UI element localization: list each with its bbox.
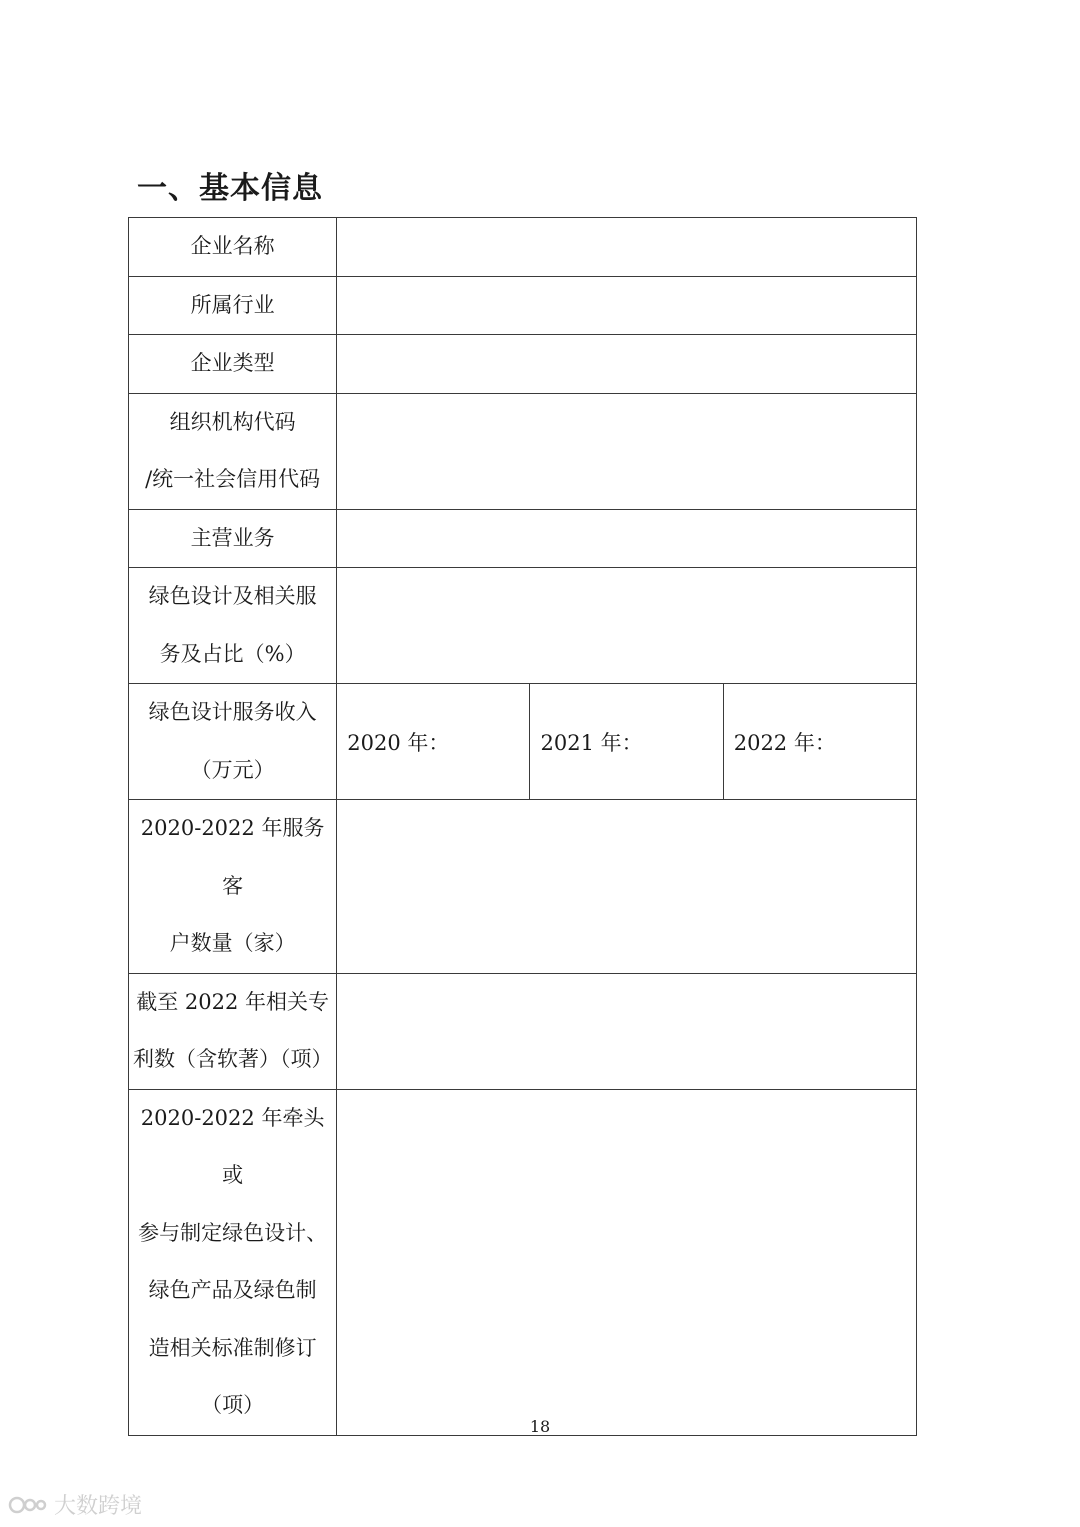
org-code-label: 组织机构代码 /统一社会信用代码: [129, 393, 337, 509]
revenue-2021-field[interactable]: [530, 684, 723, 800]
industry-field[interactable]: [337, 276, 917, 335]
table-row: [129, 568, 917, 684]
patents-label: 截至 2022 年相关专 利数（含软著）（项）: [129, 973, 337, 1089]
patents-field[interactable]: [337, 973, 917, 1089]
table-row: [129, 509, 917, 568]
page-number: 18: [529, 1417, 551, 1436]
brand-logo-icon: [8, 1493, 48, 1517]
table-row: [129, 393, 917, 509]
watermark: [8, 1489, 142, 1520]
basic-info-table: [128, 217, 917, 1436]
green-share-field[interactable]: [337, 568, 917, 684]
section-title: 一、基本信息: [137, 171, 323, 206]
watermark-text: 大数跨境: [54, 1494, 143, 1519]
table-row: [129, 684, 917, 800]
company-type-field[interactable]: [337, 335, 917, 394]
industry-label: 所属行业: [129, 276, 337, 335]
company-name-field[interactable]: [337, 218, 917, 277]
table-row: [129, 218, 917, 277]
table-row: [129, 1089, 917, 1435]
revenue-label: 绿色设计服务收入 （万元）: [129, 684, 337, 800]
clients-label: 2020-2022 年服务客 户数量（家）: [129, 800, 337, 974]
revenue-2020-label: 2020 年：: [347, 730, 450, 755]
org-code-field[interactable]: [337, 393, 917, 509]
main-business-field[interactable]: [337, 509, 917, 568]
table-row: [129, 800, 917, 974]
company-name-label: 企业名称: [129, 218, 337, 277]
main-business-label: 主营业务: [129, 509, 337, 568]
company-type-label: 企业类型: [129, 335, 337, 394]
standards-label: 2020-2022 年牵头或 参与制定绿色设计、 绿色产品及绿色制 造相关标准制修订 （项）: [129, 1089, 337, 1435]
revenue-2020-field[interactable]: [337, 684, 530, 800]
clients-field[interactable]: [337, 800, 917, 974]
standards-field[interactable]: [337, 1089, 917, 1435]
revenue-2021-label: 2021 年：: [540, 730, 643, 755]
revenue-2022-field[interactable]: [723, 684, 916, 800]
table-row: [129, 973, 917, 1089]
green-share-label: 绿色设计及相关服 务及占比（%）: [129, 568, 337, 684]
table-row: [129, 276, 917, 335]
table-row: [129, 335, 917, 394]
revenue-2022-label: 2022 年：: [733, 730, 836, 755]
